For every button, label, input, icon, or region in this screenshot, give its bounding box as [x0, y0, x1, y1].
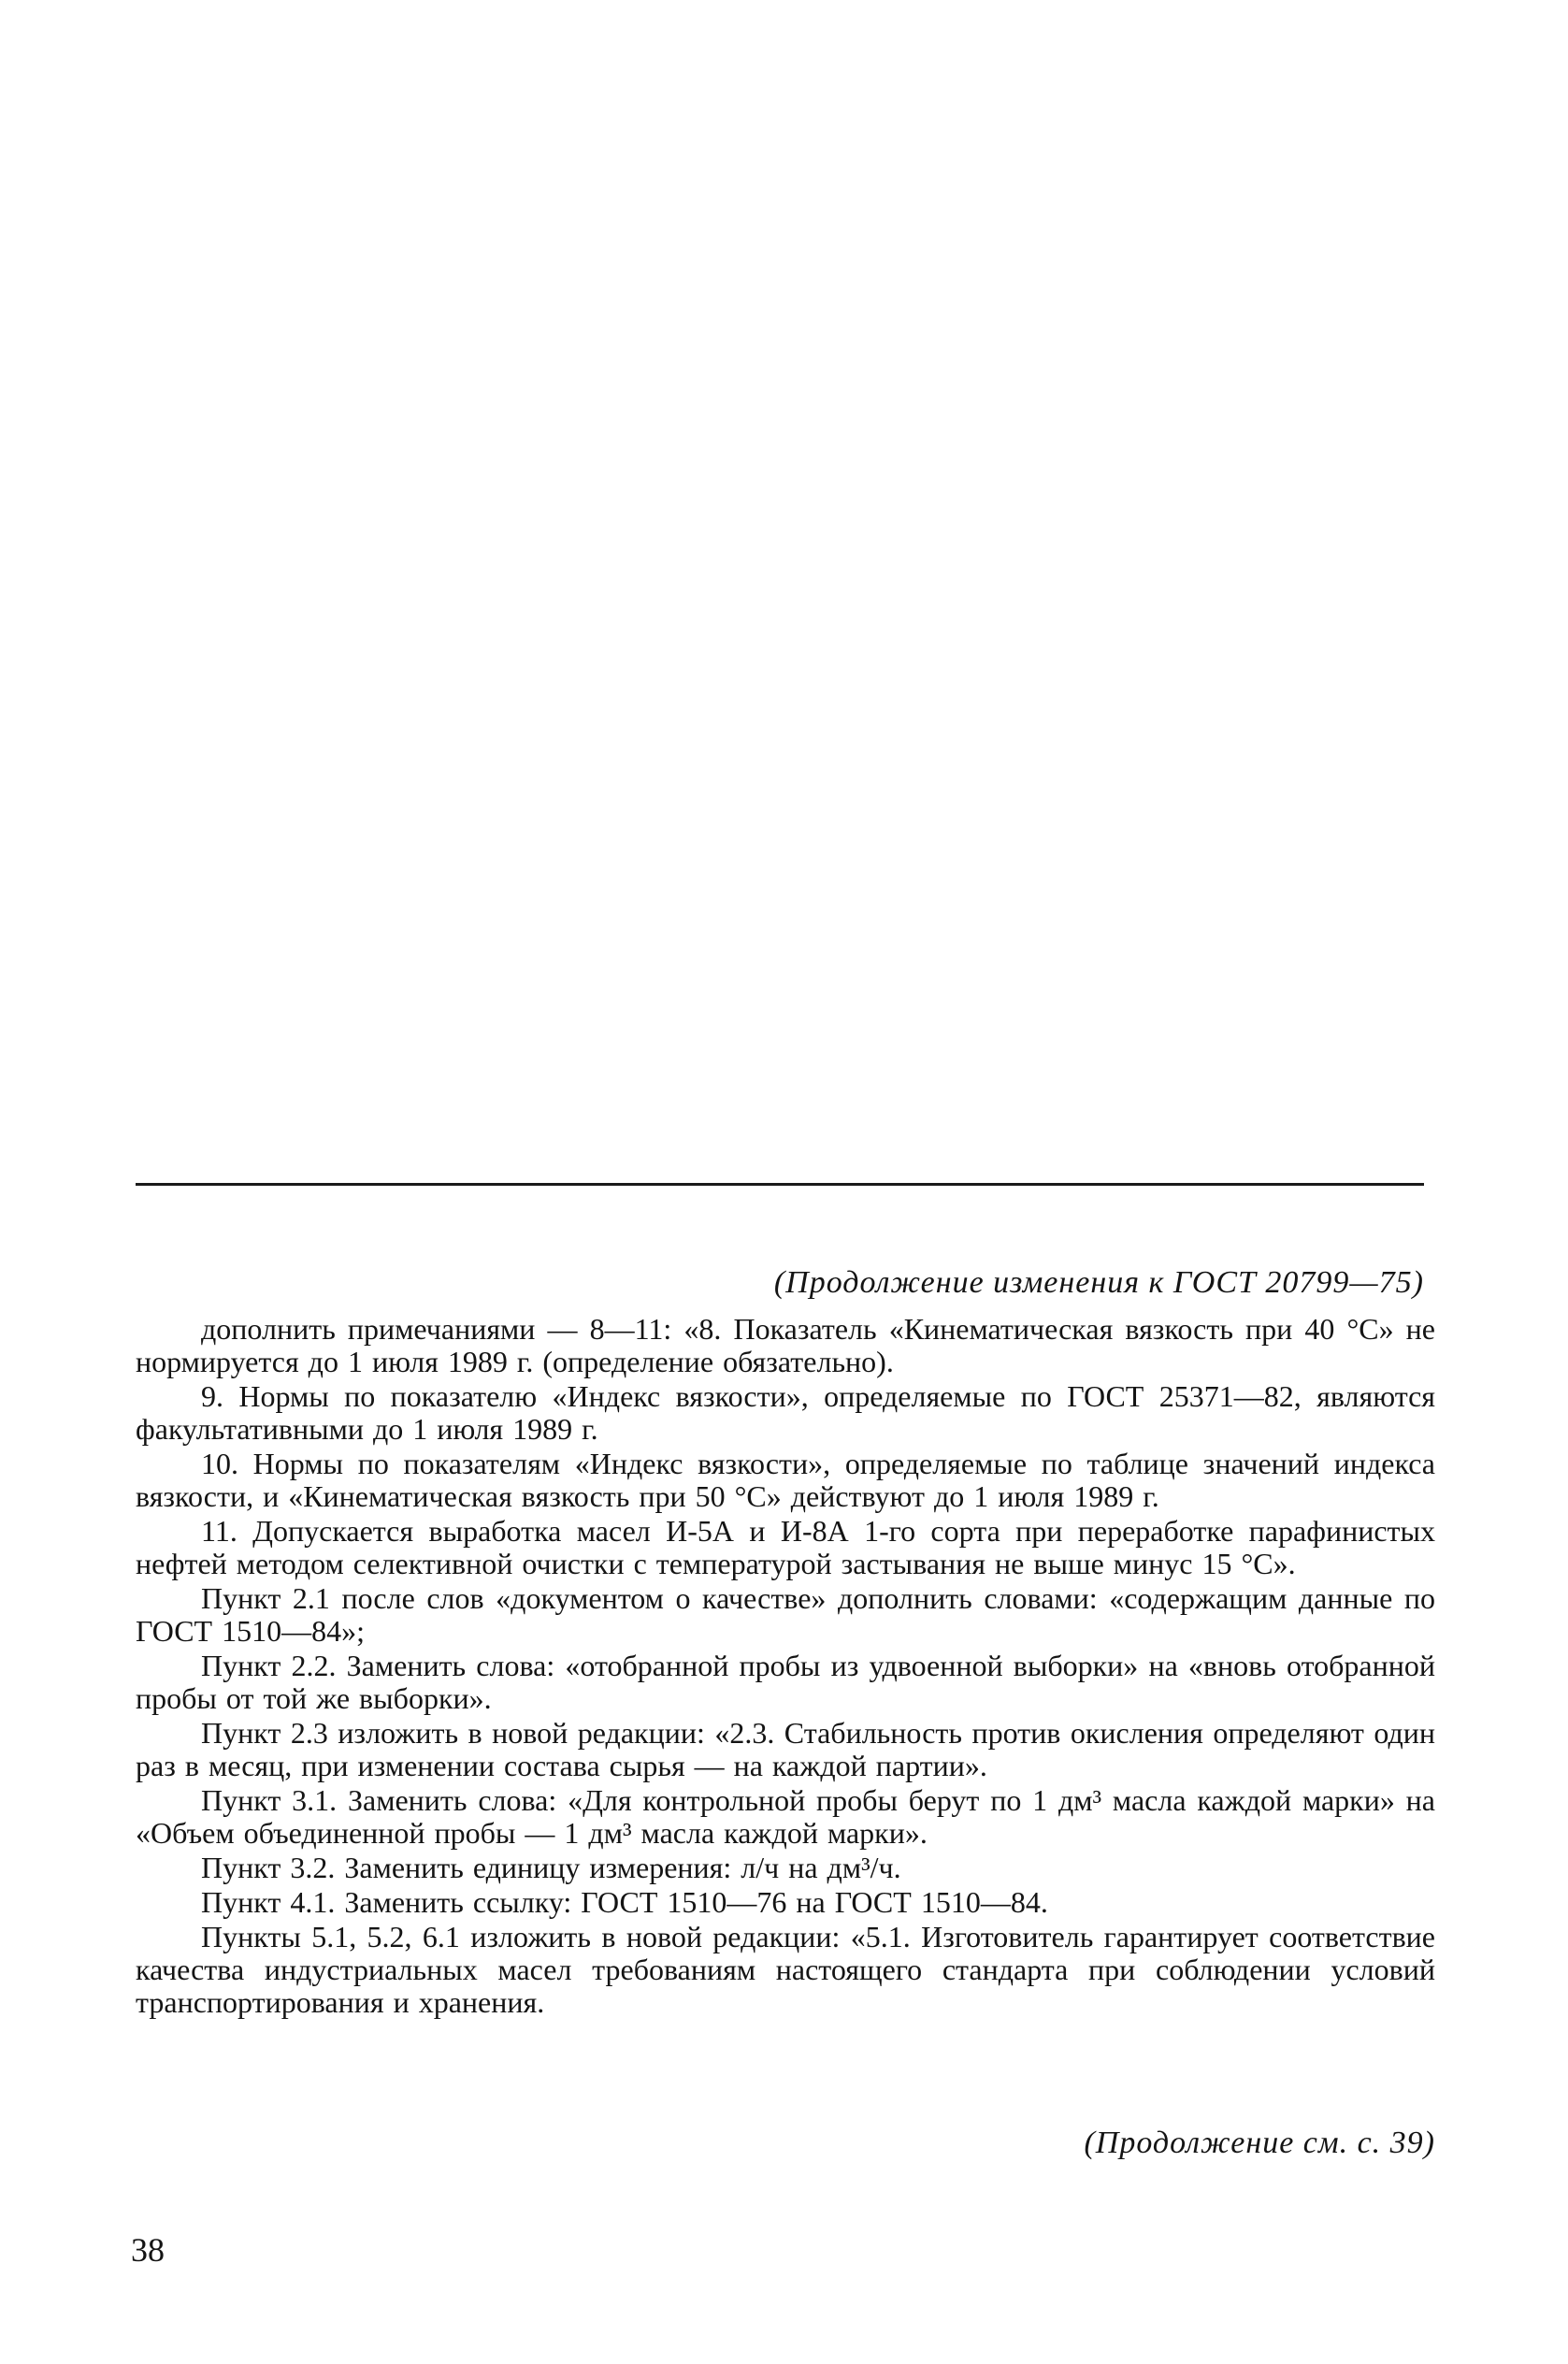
paragraph-item-2-2: Пункт 2.2. Заменить слова: «отобранной пробы из удвоенной выборки» на «вновь отобранной пробы от той же выборки».	[136, 1649, 1435, 1715]
paragraph-item-4-1: Пункт 4.1. Заменить ссылку: ГОСТ 1510—76 на ГОСТ 1510—84.	[201, 1885, 1048, 1919]
paragraph-notes-8: дополнить примечаниями — 8—11: «8. Показатель «Кинематическая вязкость при 40 °С» не нормируется до 1 июля 1989 г. (определение обязательно).	[136, 1312, 1435, 1378]
continuation-header: (Продолжение изменения к ГОСТ 20799—75)	[773, 1265, 1424, 1300]
document-body	[136, 1313, 1435, 2019]
paragraph-item-2-1: Пункт 2.1 после слов «документом о качестве» дополнить словами: «содержащим данные по ГОСТ 1510—84»;	[136, 1581, 1435, 1648]
paragraph-notes-9: 9. Нормы по показателю «Индекс вязкости», определяемые по ГОСТ 25371—82, являются факультативными до 1 июля 1989 г.	[136, 1379, 1435, 1446]
paragraph-items-5-1-5-2-6-1: Пункты 5.1, 5.2, 6.1 изложить в новой редакции: «5.1. Изготовитель гарантирует соответствие качества индустриальных масел требованиям настоящего стандарта при соблюдении условий транспортирования и хранения.	[136, 1920, 1435, 2019]
header-rule	[136, 1183, 1424, 1186]
paragraph-notes-10: 10. Нормы по показателям «Индекс вязкости», определяемые по таблице значений индекса вязкости, и «Кинематическая вязкость при 50 °С» действуют до 1 июля 1989 г.	[136, 1447, 1435, 1513]
paragraph-item-2-3: Пункт 2.3 изложить в новой редакции: «2.3. Стабильность против окисления определяют один раз в месяц, при изменении состава сырья — на каждой партии».	[136, 1716, 1435, 1782]
paragraph-notes-11: 11. Допускается выработка масел И-5А и И-8А 1-го сорта при переработке парафинистых нефтей методом селективной очистки с температурой застывания не выше минус 15 °С».	[136, 1514, 1435, 1580]
paragraph-item-3-2: Пункт 3.2. Заменить единицу измерения: л/ч на дм³/ч.	[201, 1851, 901, 1884]
paragraph-item-3-1: Пункт 3.1. Заменить слова: «Для контрольной пробы берут по 1 дм³ масла каждой марки» на «Объем объединенной пробы — 1 дм³ масла каждой марки».	[136, 1783, 1435, 1850]
page-number: 38	[131, 2231, 165, 2269]
continuation-footer: (Продолжение см. с. 39)	[1084, 2126, 1435, 2160]
